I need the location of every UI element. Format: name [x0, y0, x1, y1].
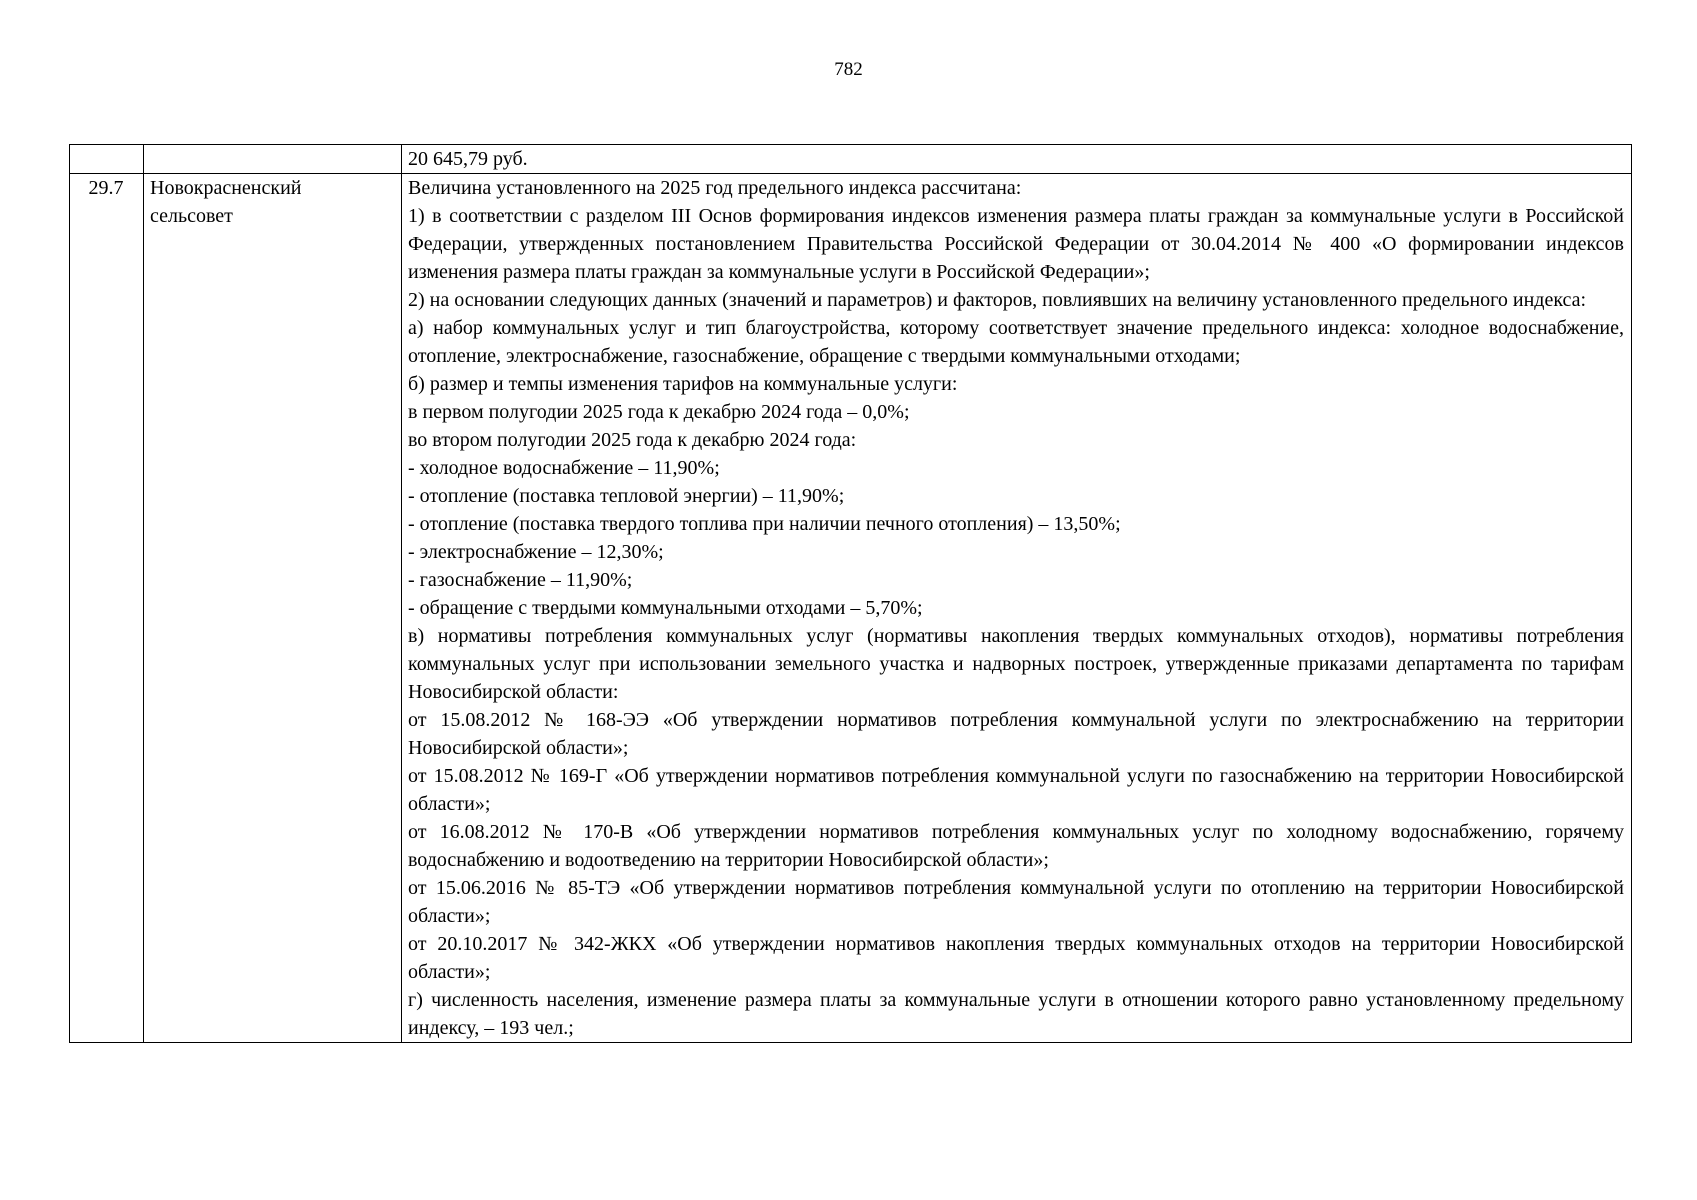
- paragraph: от 16.08.2012 № 170-В «Об утверждении нормативов потребления коммунальных услуг по холодному водоснабжению, горячему водоснабжению и водоотведению на территории Новосибирской области»;: [408, 821, 1624, 871]
- paragraph: - отопление (поставка тепловой энергии) – 11,90%;: [408, 485, 845, 507]
- paragraph: Величина установленного на 2025 год предельного индекса рассчитана:: [408, 177, 1022, 199]
- table-row-continued: [70, 145, 1632, 174]
- paragraph: - газоснабжение – 11,90%;: [408, 569, 633, 591]
- paragraph: б) размер и темпы изменения тарифов на коммунальные услуги:: [408, 373, 958, 395]
- paragraph: г) численность населения, изменение размера платы за коммунальные услуги в отношении которого равно установленному предельному индексу, – 193 чел.;: [408, 989, 1624, 1039]
- index-table: [69, 144, 1632, 1043]
- paragraph: 2) на основании следующих данных (значений и параметров) и факторов, повлиявших на величину установленного предельного индекса:: [408, 289, 1587, 311]
- paragraph: - электроснабжение – 12,30%;: [408, 541, 664, 563]
- paragraph: от 20.10.2017 № 342-ЖКХ «Об утверждении нормативов накопления твердых коммунальных отходов на территории Новосибирской области»;: [408, 933, 1624, 983]
- paragraph: в) нормативы потребления коммунальных услуг (нормативы накопления твердых коммунальных отходов), нормативы потребления коммунальных услуг при использовании земельного участка и надворных построек, утвержденные приказами департамента по тарифам Новосибирской области:: [408, 625, 1624, 703]
- page-number: 782: [834, 59, 863, 80]
- row-number-cell: 29.7: [70, 174, 144, 1043]
- paragraph: от 15.06.2016 № 85-ТЭ «Об утверждении нормативов потребления коммунальной услуги по отоплению на территории Новосибирской области»;: [408, 877, 1624, 927]
- municipality-name-line: Новокрасненский: [150, 177, 302, 199]
- paragraph: 20 645,79 руб.: [408, 148, 528, 170]
- paragraph: 1) в соответствии с разделом III Основ формирования индексов изменения размера платы граждан за коммунальные услуги в Российской Федерации, утвержденных постановлением Правительства Российской Федерации от 30.04.2014 № 400 «О формировании индексов изменения размера платы граждан за коммунальные услуги в Российской Федерации»;: [408, 205, 1624, 283]
- paragraph: в первом полугодии 2025 года к декабрю 2024 года – 0,0%;: [408, 401, 910, 423]
- paragraph: от 15.08.2012 № 169-Г «Об утверждении нормативов потребления коммунальной услуги по газоснабжению на территории Новосибирской области»;: [408, 765, 1624, 815]
- paragraph: а) набор коммунальных услуг и тип благоустройства, которому соответствует значение предельного индекса: холодное водоснабжение, отопление, электроснабжение, газоснабжение, обращение с твердыми коммунальными отходами;: [408, 317, 1624, 367]
- description-cell: [402, 145, 1632, 174]
- row-number-cell: [70, 145, 144, 174]
- description-cell: [402, 174, 1632, 1043]
- paragraph: - холодное водоснабжение – 11,90%;: [408, 457, 720, 479]
- paragraph: во втором полугодии 2025 года к декабрю 2024 года:: [408, 429, 857, 451]
- paragraph: - отопление (поставка твердого топлива при наличии печного отопления) – 13,50%;: [408, 513, 1121, 535]
- municipality-cell: [144, 174, 402, 1043]
- table-row: [70, 174, 1632, 1043]
- municipality-name-line: сельсовет: [150, 205, 233, 227]
- municipality-cell: [144, 145, 402, 174]
- paragraph: - обращение с твердыми коммунальными отходами – 5,70%;: [408, 597, 923, 619]
- paragraph: от 15.08.2012 № 168-ЭЭ «Об утверждении нормативов потребления коммунальной услуги по электроснабжению на территории Новосибирской области»;: [408, 709, 1624, 759]
